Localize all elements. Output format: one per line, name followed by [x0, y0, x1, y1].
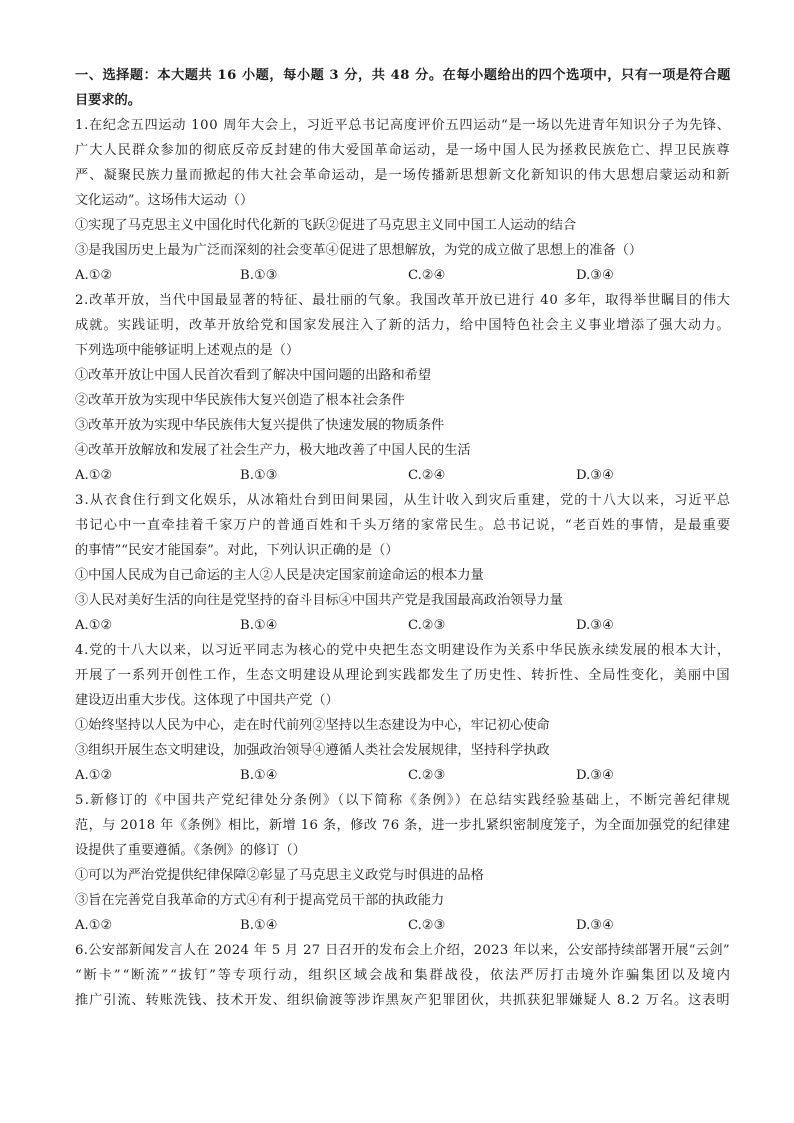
answer-option-a[interactable]: A.①② — [75, 268, 113, 283]
answer-option-c[interactable]: C.②③ — [408, 618, 446, 633]
question-stem-line: 4.党的十八大以来，以习近平同志为核心的党中央把生态文明建设作为关系中华民族永续发展的根本大计， — [75, 643, 731, 658]
question-stem-line: 6.公安部新闻发言人在 2024 年 5 月 27 日召开的发布会上介绍，2023 年以来，公安部持续部署开展“云剑” — [75, 943, 730, 958]
question-stem-line: 下列选项中能够证明上述观点的是（） — [75, 343, 300, 358]
question-stem-line: 严、凝聚民族力量而掀起的伟大社会革命运动，是一场传播新思想新文化新知识的伟大思想启蒙运动和新 — [75, 168, 731, 183]
statement-line: ①实现了马克思主义中国化时代化新的飞跃②促进了马克思主义同中国工人运动的结合 — [75, 218, 577, 233]
statement-line: ③人民对美好生活的向往是党坚持的奋斗目标④中国共产党是我国最高政治领导力量 — [75, 593, 563, 608]
answer-option-c[interactable]: C.②③ — [408, 768, 446, 783]
statement-line: ④改革开放解放和发展了社会生产力，极大地改善了中国人民的生活 — [75, 443, 471, 458]
question-stem-line: 3.从衣食住行到文化娱乐，从冰箱灶台到田间果园，从生计收入到灾后重建，党的十八大以来，习近平总 — [75, 493, 732, 508]
answer-option-c[interactable]: C.②④ — [408, 268, 446, 283]
answer-option-b[interactable]: B.①③ — [240, 268, 278, 283]
statement-line: ③旨在完善党自我革命的方式④有利于提高党员干部的执政能力 — [75, 893, 445, 908]
question-stem-line: “断卡”“断流”“拔钉”等专项行动，组织区域会战和集群战役，依法严厉打击境外诈骗集团以及境内 — [75, 968, 732, 983]
answer-option-d[interactable]: D.③④ — [576, 918, 614, 933]
question-stem-line: 范，与 2018 年《条例》相比，新增 16 条，修改 76 条，进一步扎紧织密制度笼子，为全面加强党的纪律建 — [75, 818, 731, 833]
question-stem-line: 开展了一系列开创性工作，生态文明建设从理论到实践都发生了历史性、转折性、全局性变化，美丽中国 — [75, 668, 731, 683]
answer-option-d[interactable]: D.③④ — [576, 468, 614, 483]
question-stem-line: 设提供了重要遵循。《条例》的修订（） — [75, 843, 306, 858]
answer-option-c[interactable]: C.②③ — [408, 918, 446, 933]
statement-line: ②改革开放为实现中华民族伟大复兴创造了根本社会条件 — [75, 393, 405, 408]
answer-option-a[interactable]: A.①② — [75, 618, 113, 633]
answer-option-a[interactable]: A.①② — [75, 918, 113, 933]
question-stem-line: 2.改革开放，当代中国最显著的特征、最壮丽的气象。我国改革开放已进行 40 多年，取得举世瞩目的伟大 — [75, 293, 731, 308]
question-stem-line: 推广引流、转账洗钱、技术开发、组织偷渡等涉诈黑灰产犯罪团伙，共抓获犯罪嫌疑人 8.2 万名。这表明 — [75, 993, 731, 1008]
question-stem-line: 书记心中一直牵挂着千家万户的普通百姓和千头万绪的家常民生。总书记说，“老百姓的事情，是最重要 — [75, 518, 732, 533]
statement-line: ③改革开放为实现中华民族伟大复兴提供了快速发展的物质条件 — [75, 418, 445, 433]
statement-line: ③组织开展生态文明建设，加强政治领导④遵循人类社会发展规律，坚持科学执政 — [75, 743, 550, 758]
answer-option-a[interactable]: A.①② — [75, 768, 113, 783]
statement-line: ③是我国历史上最为广泛而深刻的社会变革④促进了思想解放，为党的成立做了思想上的准备（） — [75, 243, 643, 258]
question-stem-line: 5.新修订的《中国共产党纪律处分条例》（以下简称《条例》）在总结实践经验基础上，不断完善纪律规 — [75, 793, 732, 808]
answer-option-d[interactable]: D.③④ — [576, 618, 614, 633]
statement-line: ①始终坚持以人民为中心，走在时代前列②坚持以生态建设为中心，牢记初心使命 — [75, 718, 550, 733]
question-stem-line: 文化运动”。这场伟大运动（） — [75, 193, 254, 208]
answer-option-b[interactable]: B.①④ — [240, 618, 278, 633]
answer-option-b[interactable]: B.①③ — [240, 468, 278, 483]
question-stem-line: 成就。实践证明，改革开放给党和国家发展注入了新的活力，给中国特色社会主义事业增添了强大动力。 — [75, 318, 731, 333]
section-title: 一、选择题：本大题共 16 小题，每小题 3 分，共 48 分。在每小题给出的四个选项中，只有一项是符合题 — [75, 68, 731, 83]
statement-line: ①可以为严治党提供纪律保障②彰显了马克思主义政党与时俱进的品格 — [75, 868, 484, 883]
answer-option-b[interactable]: B.①④ — [240, 768, 278, 783]
question-stem-line: 广大人民群众参加的彻底反帝反封建的伟大爱国革命运动，是一场中国人民为拯救民族危亡、捍卫民族尊 — [75, 143, 731, 158]
question-stem-line: 的事情”“民安才能国泰”。对此，下列认识正确的是（） — [75, 543, 399, 558]
section-title-cont: 目要求的。 — [75, 93, 141, 108]
statement-line: ①改革开放让中国人民首次看到了解决中国问题的出路和希望 — [75, 368, 432, 383]
question-stem-line: 建设迈出重大步伐。这体现了中国共产党（） — [75, 693, 339, 708]
answer-option-d[interactable]: D.③④ — [576, 268, 614, 283]
answer-option-c[interactable]: C.②④ — [408, 468, 446, 483]
answer-option-d[interactable]: D.③④ — [576, 768, 614, 783]
question-stem-line: 1.在纪念五四运动 100 周年大会上，习近平总书记高度评价五四运动“是一场以先进青年知识分子为先锋、 — [75, 118, 731, 133]
statement-line: ①中国人民成为自己命运的主人②人民是决定国家前途命运的根本力量 — [75, 568, 484, 583]
answer-option-b[interactable]: B.①④ — [240, 918, 278, 933]
answer-option-a[interactable]: A.①② — [75, 468, 113, 483]
